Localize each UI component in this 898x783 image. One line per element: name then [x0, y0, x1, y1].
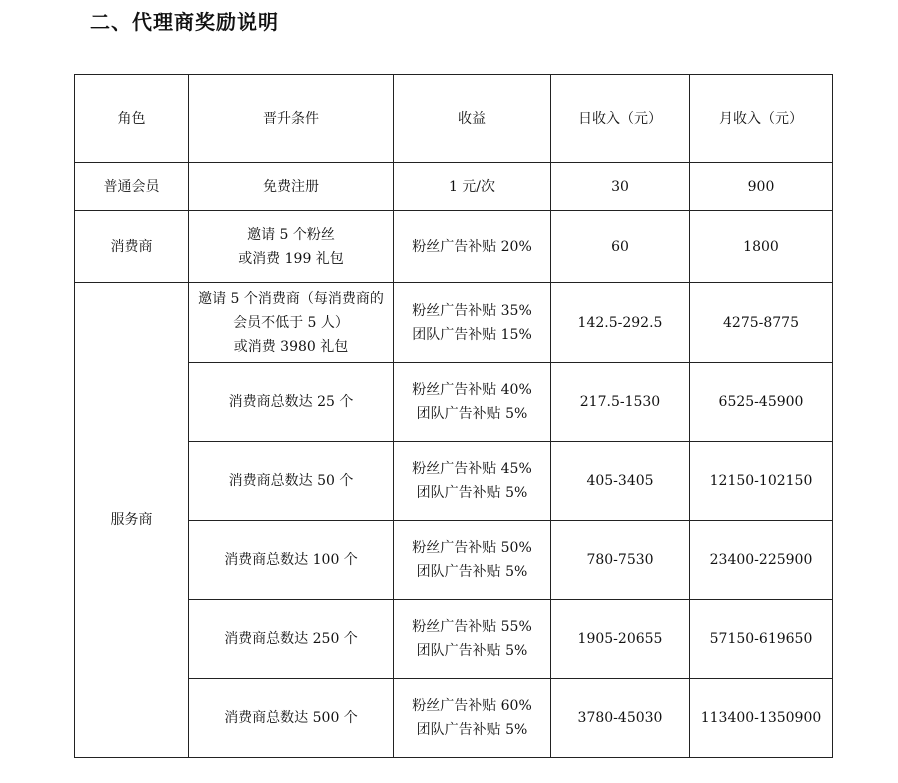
monthly-income-cell: 57150-619650 — [690, 600, 833, 679]
monthly-income-cell: 12150-102150 — [690, 442, 833, 521]
fan-subsidy: 粉丝广告补贴 45% — [412, 461, 532, 477]
table-row-provider-tier-1 — [75, 283, 833, 363]
table-row-provider-tier-6 — [75, 679, 833, 758]
condition-line: 或消费 199 礼包 — [238, 250, 344, 267]
benefit-cell: 粉丝广告补贴 20% — [394, 211, 551, 283]
condition-line: 邀请 5 个粉丝 — [247, 226, 335, 243]
condition-line: 邀请 5 个消费商（每消费商的 — [198, 290, 384, 307]
team-subsidy: 团队广告补贴 5% — [416, 564, 528, 580]
condition-line: 或消费 3980 礼包 — [233, 338, 349, 355]
table-row-provider-tier-4 — [75, 521, 833, 600]
daily-income-cell: 405-3405 — [551, 442, 690, 521]
monthly-income-cell: 23400-225900 — [690, 521, 833, 600]
condition-line: 会员不低于 5 人） — [233, 314, 349, 331]
team-subsidy: 团队广告补贴 5% — [416, 485, 528, 501]
header-row — [75, 75, 833, 163]
benefit-cell — [394, 600, 551, 679]
condition-cell: 免费注册 — [189, 163, 394, 211]
benefit-cell — [394, 363, 551, 442]
role-cell-provider: 服务商 — [75, 283, 189, 758]
header-role: 角色 — [75, 75, 189, 163]
daily-income-cell: 30 — [551, 163, 690, 211]
team-subsidy: 团队广告补贴 5% — [416, 722, 528, 738]
table-row-provider-tier-2 — [75, 363, 833, 442]
benefit-cell: 1 元/次 — [394, 163, 551, 211]
fan-subsidy: 粉丝广告补贴 35% — [412, 302, 532, 319]
header-daily-income: 日收入（元） — [551, 75, 690, 163]
team-subsidy: 团队广告补贴 15% — [412, 326, 532, 343]
condition-cell: 消费商总数达 50 个 — [189, 442, 394, 521]
fan-subsidy: 粉丝广告补贴 50% — [412, 540, 532, 556]
section-heading: 二、代理商奖励说明 — [90, 10, 279, 34]
condition-cell: 消费商总数达 500 个 — [189, 679, 394, 758]
benefit-cell — [394, 521, 551, 600]
role-cell: 普通会员 — [75, 163, 189, 211]
monthly-income-cell: 1800 — [690, 211, 833, 283]
fan-subsidy: 粉丝广告补贴 40% — [412, 382, 532, 398]
header-benefit: 收益 — [394, 75, 551, 163]
team-subsidy: 团队广告补贴 5% — [416, 406, 528, 422]
benefit-cell — [394, 442, 551, 521]
fan-subsidy: 粉丝广告补贴 55% — [412, 619, 532, 635]
monthly-income-cell: 900 — [690, 163, 833, 211]
condition-cell: 消费商总数达 250 个 — [189, 600, 394, 679]
role-cell: 消费商 — [75, 211, 189, 283]
team-subsidy: 团队广告补贴 5% — [416, 643, 528, 659]
monthly-income-cell: 113400-1350900 — [690, 679, 833, 758]
monthly-income-cell: 6525-45900 — [690, 363, 833, 442]
daily-income-cell: 142.5-292.5 — [551, 283, 690, 363]
reward-table — [74, 74, 833, 758]
daily-income-cell: 1905-20655 — [551, 600, 690, 679]
table-row-provider-tier-3 — [75, 442, 833, 521]
header-monthly-income: 月收入（元） — [690, 75, 833, 163]
benefit-cell — [394, 679, 551, 758]
header-condition: 晋升条件 — [189, 75, 394, 163]
daily-income-cell: 780-7530 — [551, 521, 690, 600]
daily-income-cell: 60 — [551, 211, 690, 283]
daily-income-cell: 217.5-1530 — [551, 363, 690, 442]
condition-cell: 消费商总数达 100 个 — [189, 521, 394, 600]
table-row-provider-tier-5 — [75, 600, 833, 679]
table-row-basic-member — [75, 163, 833, 211]
daily-income-cell: 3780-45030 — [551, 679, 690, 758]
table-row-consumer — [75, 211, 833, 283]
fan-subsidy: 粉丝广告补贴 60% — [412, 698, 532, 714]
condition-cell — [189, 211, 394, 283]
condition-cell: 消费商总数达 25 个 — [189, 363, 394, 442]
monthly-income-cell: 4275-8775 — [690, 283, 833, 363]
benefit-cell — [394, 283, 551, 363]
condition-cell — [189, 283, 394, 363]
